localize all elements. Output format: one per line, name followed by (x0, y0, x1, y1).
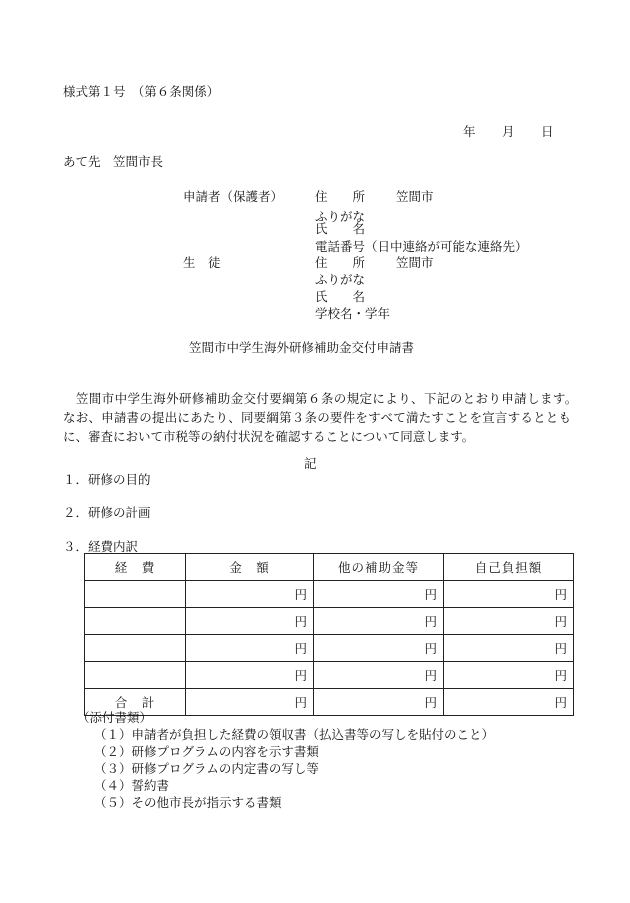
table-cell: 円 (186, 635, 314, 662)
applicant-label: 申請者（保護者） (183, 189, 284, 204)
table-cell: 円 (314, 635, 444, 662)
body-paragraph: 笠間市中学生海外研修補助金交付要綱第６条の規定により、下記のとおり申請します。 なお、申請書の提出にあたり、同要綱第３条の要件をすべて満たすことを宣言するとともに、審査において市税等の納付状況を確認することについて同意します。 (63, 391, 584, 444)
student-name-label: 氏 名 (315, 289, 366, 304)
table-cell: 円 (444, 662, 574, 689)
table-cell: 円 (314, 581, 444, 608)
attachment-item: （３）研修プログラムの内定書の写し等 (94, 761, 319, 776)
student-label: 生 徒 (183, 255, 221, 270)
table-cell: 円 (186, 608, 314, 635)
header-expense: 経 費 (85, 554, 186, 581)
table-cell (85, 635, 186, 662)
item-costs: ３．経費内訳 (63, 539, 139, 554)
table-row (85, 581, 574, 608)
student-address-value: 笠間市 (396, 255, 434, 270)
total-label: 合 計 (85, 689, 186, 716)
costs-table (84, 553, 574, 716)
attachment-item: （４）誓約書 (94, 778, 170, 793)
table-row-total (85, 689, 574, 716)
table-cell: 円 (186, 581, 314, 608)
date-year: 年 (463, 124, 476, 139)
header-other-subsidy: 他の補助金等 (314, 554, 444, 581)
table-row (85, 662, 574, 689)
date-month: 月 (502, 124, 515, 139)
applicant-address-value: 笠間市 (396, 189, 434, 204)
header-self-pay: 自己負担額 (444, 554, 574, 581)
student-school-label: 学校名・学年 (315, 306, 391, 321)
applicant-furigana-label: ふりがな (315, 209, 366, 224)
attachment-item: （２）研修プログラムの内容を示す書類 (94, 744, 319, 759)
date-day: 日 (541, 124, 554, 139)
applicant-name-label: 氏 名 (315, 221, 366, 236)
table-cell: 円 (444, 689, 574, 716)
ki-marker: 記 (304, 456, 317, 471)
attachment-item: （１）申請者が負担した経費の領収書（払込書等の写しを貼付のこと） (94, 727, 495, 742)
applicant-phone-label: 電話番号（日中連絡が可能な連絡先） (315, 239, 528, 254)
student-furigana-label: ふりがな (315, 272, 366, 287)
table-cell: 円 (444, 608, 574, 635)
item-purpose: １．研修の目的 (63, 472, 151, 487)
table-cell: 円 (314, 662, 444, 689)
table-cell (85, 581, 186, 608)
table-cell (85, 662, 186, 689)
table-row (85, 635, 574, 662)
table-cell: 円 (314, 689, 444, 716)
attachments-heading: （添付書類） (77, 710, 153, 725)
applicant-address-label: 住 所 (315, 189, 366, 204)
table-cell: 円 (186, 689, 314, 716)
costs-table-header-row (85, 554, 574, 581)
item-plan: ２．研修の計画 (63, 505, 151, 520)
table-cell: 円 (444, 581, 574, 608)
table-cell: 円 (314, 608, 444, 635)
form-number: 様式第１号 （第６条関係） (63, 84, 220, 99)
table-row (85, 608, 574, 635)
table-cell: 円 (444, 635, 574, 662)
header-amount: 金 額 (186, 554, 314, 581)
attachment-item: （５）その他市長が指示する書類 (94, 795, 282, 810)
document-title: 笠間市中学生海外研修補助金交付申請書 (189, 340, 415, 355)
addressee: あて先 笠間市長 (63, 154, 164, 169)
table-cell: 円 (186, 662, 314, 689)
student-address-label: 住 所 (315, 255, 366, 270)
table-cell (85, 608, 186, 635)
